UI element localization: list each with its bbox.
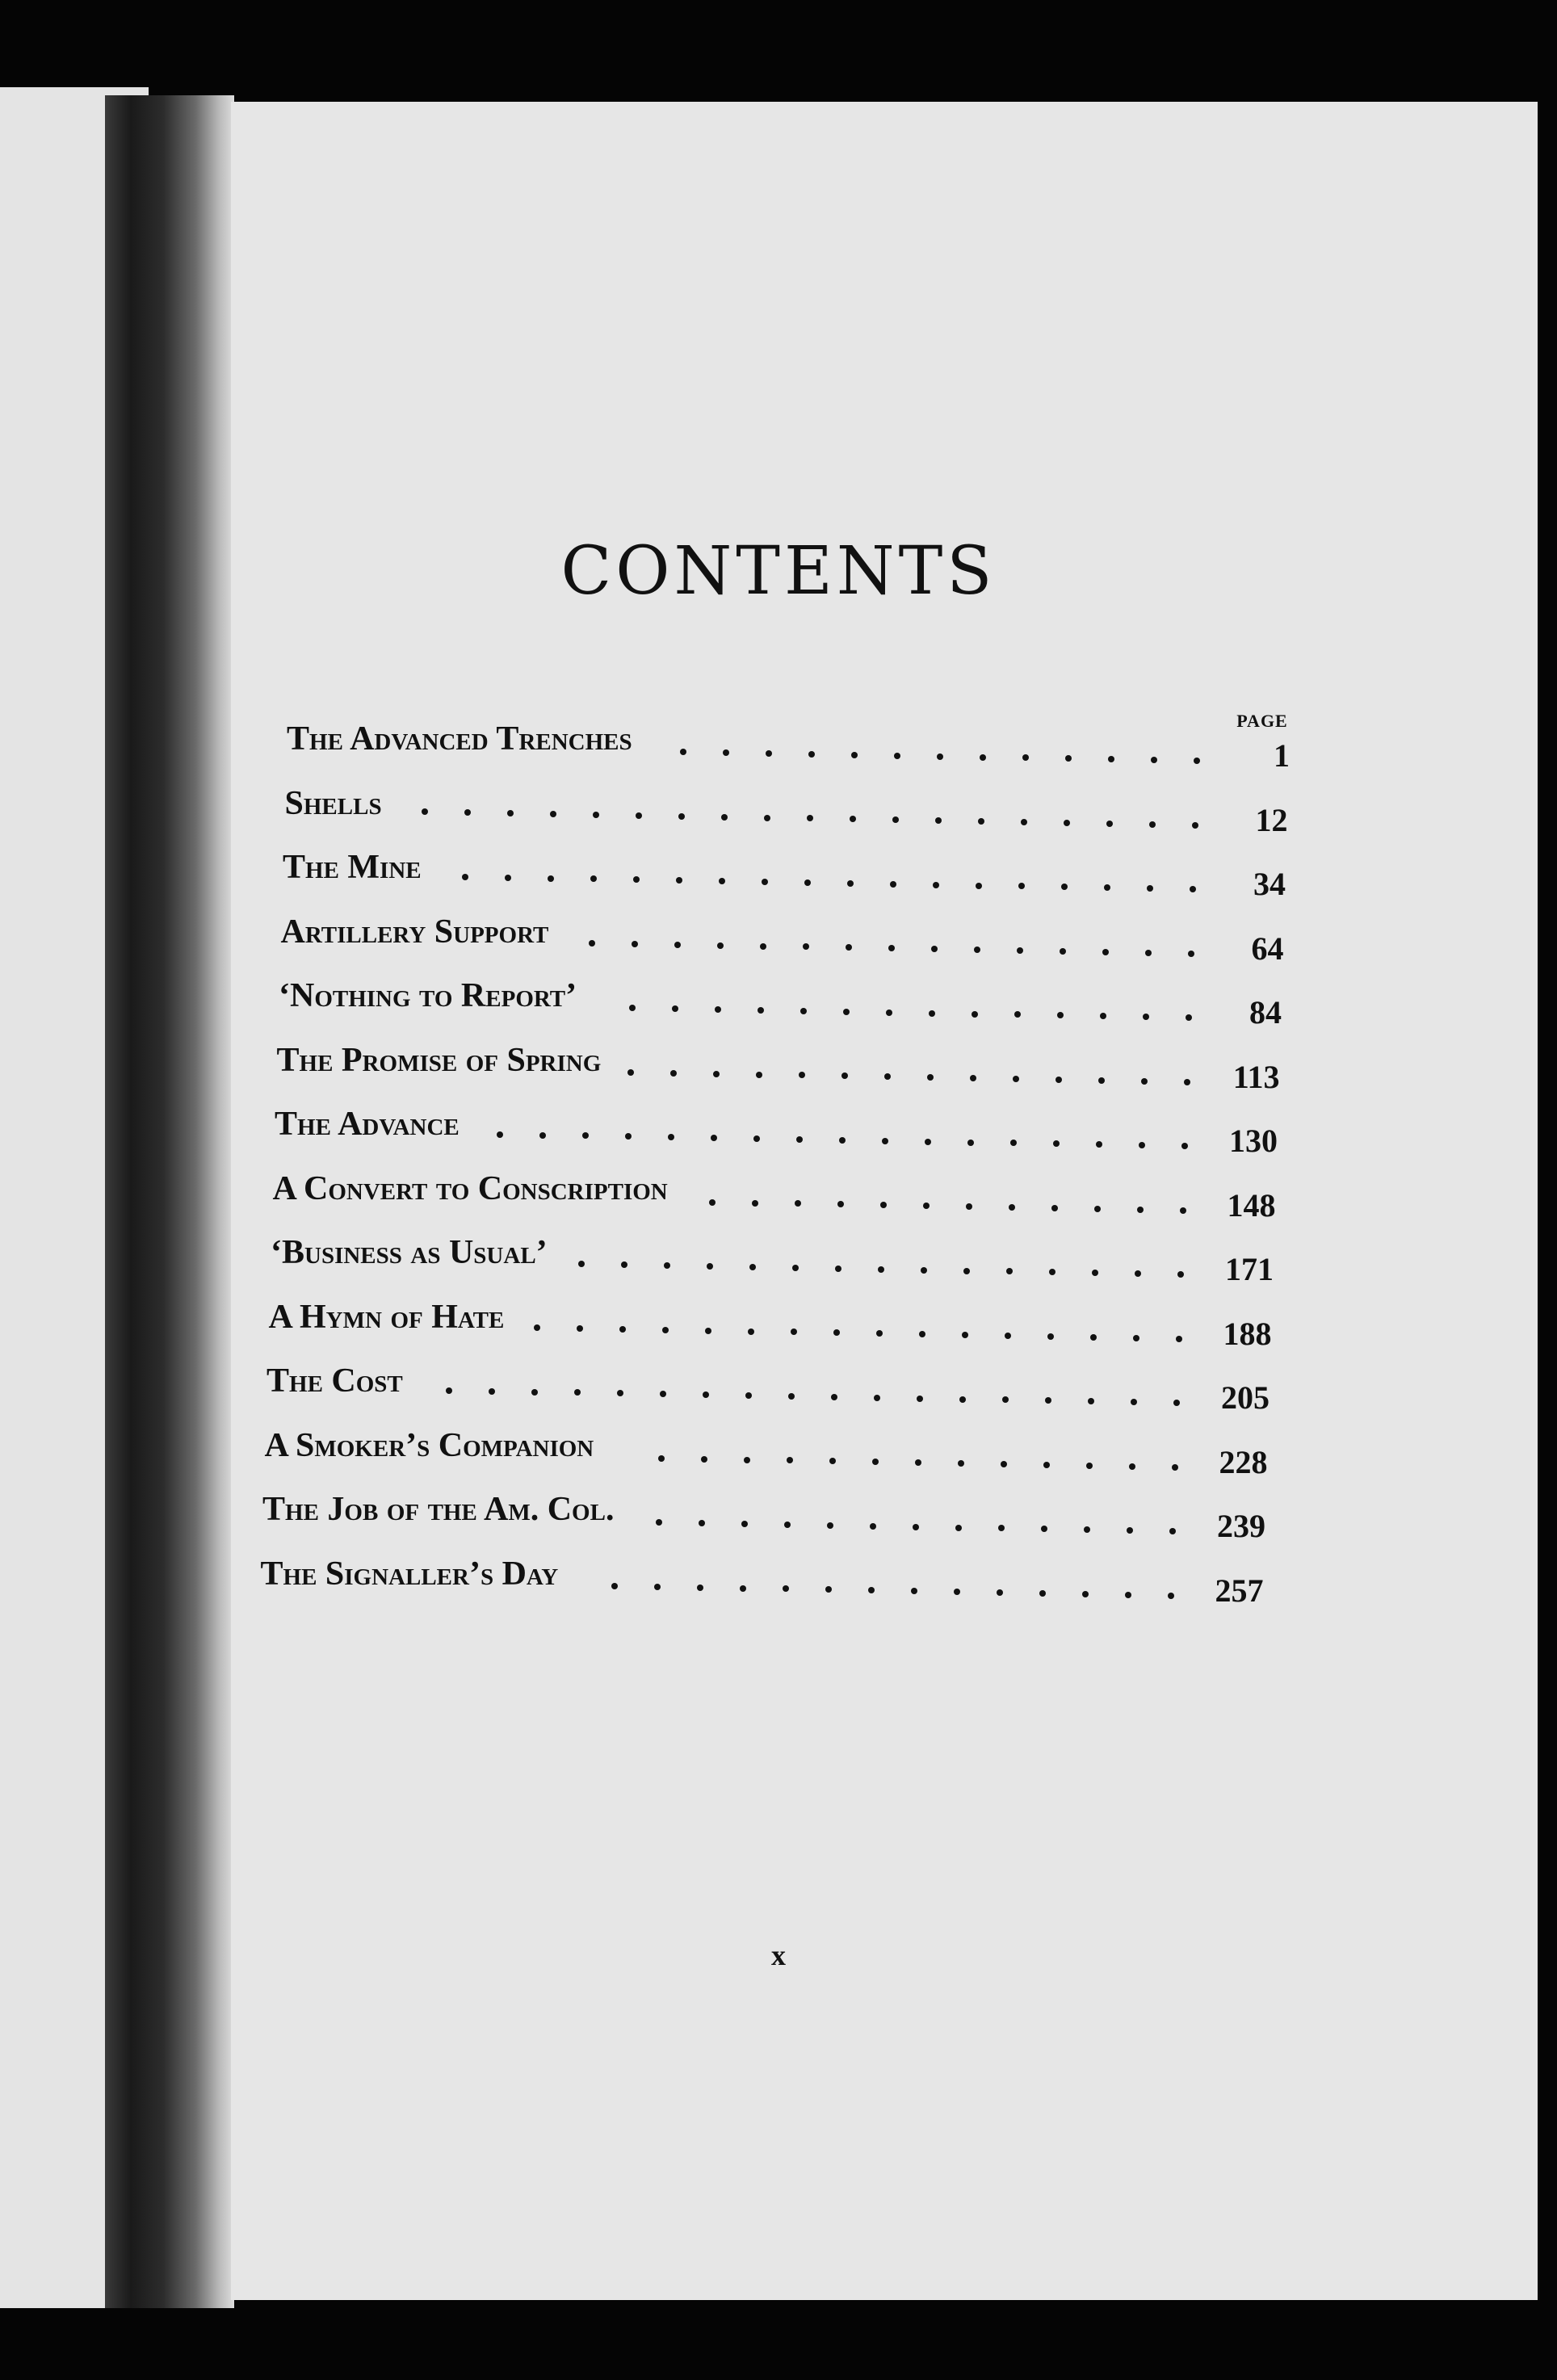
toc-leader-dot xyxy=(874,1395,880,1401)
toc-leader-dot xyxy=(804,879,811,886)
toc-entry-title: Artillery Support xyxy=(280,913,549,951)
toc-leader-dot xyxy=(705,1328,711,1334)
toc-leader-dot xyxy=(422,808,428,815)
toc-leader-dot xyxy=(935,817,942,824)
toc-leader-dot xyxy=(629,1005,636,1011)
toc-leader-dot xyxy=(633,876,640,883)
toc-leader-dot xyxy=(923,1203,930,1209)
toc-leader-dot xyxy=(707,1263,713,1270)
toc-leader-dot xyxy=(497,1131,503,1138)
toc-entry-title: The Advance xyxy=(275,1106,460,1143)
toc-leader-dot xyxy=(1188,951,1194,957)
toc-leader-dot xyxy=(787,1457,793,1463)
toc-leader-dot xyxy=(760,943,766,950)
toc-leader-dot xyxy=(825,1586,832,1593)
toc-leader-dot xyxy=(929,1010,935,1017)
toc-leader-dot xyxy=(966,1203,972,1210)
toc-leader-dot xyxy=(958,1460,964,1467)
toc-leader-dot xyxy=(784,1522,791,1528)
toc-leader-dot xyxy=(748,1329,754,1335)
toc-leader-dot xyxy=(788,1393,795,1400)
toc-leader-dot xyxy=(744,1457,750,1463)
toc-leader-dots xyxy=(0,1104,1557,1152)
toc-leader-dot xyxy=(1047,1333,1054,1340)
toc-leader-dot xyxy=(921,1267,927,1274)
toc-leader-dot xyxy=(462,874,468,880)
toc-leader-dot xyxy=(978,818,984,825)
toc-leader-dot xyxy=(911,1588,917,1594)
toc-leader-dot xyxy=(1013,1076,1019,1082)
toc-leader-dot xyxy=(954,1589,960,1595)
toc-leader-dot xyxy=(882,1138,888,1144)
toc-leader-dot xyxy=(1014,1011,1021,1018)
toc-leader-dot xyxy=(839,1137,846,1144)
toc-leader-dot xyxy=(672,1005,678,1012)
toc-leader-dot xyxy=(713,1071,720,1077)
toc-leader-dot xyxy=(1041,1526,1047,1532)
toc-leader-dot xyxy=(831,1394,837,1400)
toc-leader-dots xyxy=(0,912,1557,960)
toc-leader-dot xyxy=(1186,1014,1192,1021)
toc-entry xyxy=(0,1232,1557,1287)
toc-leader-dot xyxy=(625,1133,632,1140)
toc-leader-dot xyxy=(590,875,597,882)
toc-leader-dot xyxy=(701,1456,707,1463)
toc-leader-dot xyxy=(976,883,982,889)
toc-leader-dot xyxy=(1088,1398,1094,1404)
toc-entry xyxy=(0,1425,1557,1480)
toc-leader-dot xyxy=(1051,1205,1058,1211)
toc-entry-title: The Job of the Am. Col. xyxy=(262,1491,615,1528)
toc-leader-dot xyxy=(1010,1140,1017,1146)
toc-leader-dot xyxy=(656,1519,662,1526)
toc-entry xyxy=(0,783,1557,838)
toc-leader-dot xyxy=(1133,1335,1139,1341)
toc-entry-page-number: 257 xyxy=(1215,1572,1264,1609)
toc-leader-dot xyxy=(766,750,772,757)
toc-leader-dot xyxy=(764,815,770,821)
toc-leader-dot xyxy=(959,1396,966,1403)
toc-leader-dot xyxy=(617,1390,623,1396)
toc-leader-dot xyxy=(886,1010,892,1016)
toc-leader-dot xyxy=(1173,1400,1180,1406)
toc-entry-page-number: 205 xyxy=(1221,1379,1270,1416)
toc-leader-dot xyxy=(796,1136,803,1143)
toc-leader-dot xyxy=(464,809,471,816)
toc-leader-dot xyxy=(703,1391,709,1398)
toc-leader-dot xyxy=(676,877,682,884)
toc-leader-dot xyxy=(741,1521,748,1527)
toc-entry xyxy=(0,912,1557,967)
toc-leader-dot xyxy=(662,1327,669,1333)
toc-leader-dot xyxy=(1143,1014,1149,1020)
toc-leader-dot xyxy=(574,1389,581,1396)
folio-number: x xyxy=(771,1939,786,1971)
toc-entry-page-number: 1 xyxy=(1274,737,1290,774)
toc-leader-dot xyxy=(664,1262,670,1269)
page-title: CONTENTS xyxy=(560,533,997,610)
toc-entry xyxy=(0,1040,1557,1095)
toc-leader-dot xyxy=(1094,1206,1101,1212)
toc-leader-dot xyxy=(803,943,809,950)
toc-leader-dot xyxy=(1018,883,1025,889)
page-column-label: PAGE xyxy=(1236,711,1288,731)
toc-leader-dot xyxy=(997,1589,1003,1596)
toc-leader-dot xyxy=(1180,1207,1186,1214)
toc-leader-dot xyxy=(1108,756,1114,762)
toc-leader-dot xyxy=(967,1140,974,1146)
toc-leader-dot xyxy=(800,1008,807,1014)
toc-leader-dot xyxy=(1104,884,1110,891)
toc-leader-dot xyxy=(931,946,938,952)
toc-leader-dot xyxy=(841,1072,848,1079)
toc-entry-page-number: 188 xyxy=(1223,1315,1272,1352)
toc-leader-dot xyxy=(674,942,681,948)
toc-leader-dot xyxy=(507,810,514,816)
toc-entry-title: ‘Nothing to Report’ xyxy=(279,977,577,1014)
toc-leader-dot xyxy=(740,1585,746,1592)
toc-entry xyxy=(0,976,1557,1030)
toc-leader-dot xyxy=(955,1525,962,1531)
toc-leader-dot xyxy=(1190,886,1196,892)
toc-entry xyxy=(0,1169,1557,1224)
toc-entry xyxy=(0,1297,1557,1352)
toc-leader-dot xyxy=(1106,821,1113,827)
toc-leader-dot xyxy=(1090,1334,1097,1341)
toc-leader-dot xyxy=(1147,885,1153,892)
toc-leader-dot xyxy=(868,1587,875,1593)
toc-leader-dot xyxy=(636,812,642,819)
toc-leader-dot xyxy=(654,1584,661,1590)
toc-leader-dot xyxy=(1177,1271,1184,1278)
toc-leader-dot xyxy=(550,811,556,817)
toc-leader-dot xyxy=(1001,1461,1007,1467)
toc-leader-dot xyxy=(1086,1463,1093,1469)
toc-leader-dot xyxy=(1151,757,1157,763)
toc-leader-dot xyxy=(749,1264,756,1270)
toc-leader-dot xyxy=(678,813,685,820)
toc-leader-dot xyxy=(1184,1079,1190,1085)
toc-leader-dot xyxy=(1098,1077,1105,1084)
toc-leader-dot xyxy=(919,1331,925,1337)
toc-leader-dot xyxy=(1043,1462,1050,1468)
toc-leader-dot xyxy=(668,1134,674,1140)
toc-leader-dots xyxy=(0,783,1557,832)
toc-leader-dot xyxy=(870,1523,876,1530)
toc-leader-dot xyxy=(758,1007,764,1014)
toc-leader-dot xyxy=(791,1329,797,1335)
toc-leader-dots xyxy=(0,976,1557,1024)
toc-leader-dot xyxy=(1021,819,1027,825)
toc-entry xyxy=(0,1104,1557,1159)
toc-entry-page-number: 171 xyxy=(1225,1251,1274,1287)
toc-leader-dot xyxy=(1006,1268,1013,1274)
toc-leader-dot xyxy=(1022,754,1029,761)
toc-entry-page-number: 113 xyxy=(1232,1058,1280,1095)
toc-leader-dot xyxy=(783,1585,789,1592)
toc-leader-dot xyxy=(709,1199,716,1206)
toc-leader-dot xyxy=(670,1070,677,1077)
toc-leader-dot xyxy=(1045,1397,1051,1404)
toc-leader-dot xyxy=(611,1583,618,1589)
toc-leader-dot xyxy=(1005,1333,1011,1339)
toc-leader-dot xyxy=(917,1396,923,1402)
toc-leader-dot xyxy=(925,1139,931,1145)
toc-leader-dot xyxy=(1055,1077,1062,1083)
toc-leader-dot xyxy=(711,1135,717,1141)
toc-leader-dot xyxy=(745,1392,752,1399)
toc-entry xyxy=(0,1489,1557,1544)
toc-leader-dot xyxy=(837,1201,844,1207)
toc-leader-dot xyxy=(531,1389,538,1396)
toc-entry-page-number: 84 xyxy=(1249,994,1282,1030)
toc-leader-dot xyxy=(548,875,554,882)
toc-leader-dot xyxy=(878,1266,884,1273)
toc-leader-dot xyxy=(593,812,599,818)
toc-entry-title: ‘Business as Usual’ xyxy=(271,1234,548,1271)
toc-leader-dot xyxy=(998,1525,1005,1531)
toc-leader-dot xyxy=(505,875,511,881)
toc-leader-dot xyxy=(489,1388,495,1395)
toc-leader-dot xyxy=(1092,1270,1098,1276)
toc-leader-dot xyxy=(1102,949,1109,955)
toc-leader-dot xyxy=(807,815,813,821)
toc-leader-dot xyxy=(1149,821,1156,828)
toc-leader-dot xyxy=(1060,948,1066,955)
toc-leader-dot xyxy=(1129,1463,1135,1470)
toc-leader-dot xyxy=(539,1132,546,1139)
toc-entry xyxy=(0,719,1557,774)
toc-leader-dot xyxy=(578,1261,585,1267)
toc-entry-title: A Smoker’s Companion xyxy=(264,1426,594,1464)
toc-leader-dot xyxy=(753,1135,760,1142)
toc-leader-dot xyxy=(1137,1207,1144,1213)
toc-leader-dot xyxy=(892,816,899,823)
toc-leader-dot xyxy=(884,1073,891,1080)
toc-leader-dot xyxy=(1002,1396,1009,1403)
toc-leader-dot xyxy=(980,754,986,761)
toc-entry-title: A Convert to Conscription xyxy=(272,1169,668,1207)
toc-leader-dot xyxy=(1145,950,1152,956)
toc-entry-title: A Hymn of Hate xyxy=(268,1298,505,1336)
toc-leader-dot xyxy=(719,878,725,884)
toc-entry-title: The Signaller’s Day xyxy=(260,1555,559,1593)
toc-leader-dot xyxy=(915,1459,921,1466)
toc-leader-dot xyxy=(658,1455,665,1462)
toc-leader-dot xyxy=(762,879,768,885)
toc-leader-dot xyxy=(1139,1142,1145,1148)
toc-leader-dot xyxy=(974,947,980,953)
toc-leader-dot xyxy=(843,1009,850,1015)
toc-leader-dot xyxy=(851,752,858,758)
toc-leader-dot xyxy=(888,945,895,951)
toc-entry-page-number: 34 xyxy=(1253,866,1286,902)
toc-leader-dot xyxy=(872,1459,879,1465)
toc-leader-dot xyxy=(577,1325,583,1332)
toc-leader-dot xyxy=(446,1387,452,1394)
toc-leader-dot xyxy=(827,1522,833,1529)
toc-leader-dot xyxy=(876,1330,883,1337)
toc-leader-dot xyxy=(582,1132,589,1139)
toc-leader-dot xyxy=(660,1391,666,1397)
toc-entry-title: The Cost xyxy=(266,1362,403,1400)
toc-leader-dot xyxy=(699,1520,705,1526)
toc-leader-dot xyxy=(1125,1592,1131,1598)
toc-leader-dot xyxy=(723,749,729,756)
toc-leader-dot xyxy=(756,1072,762,1078)
toc-entry-page-number: 228 xyxy=(1219,1443,1268,1480)
toc-leader-dot xyxy=(1061,884,1068,890)
toc-leader-dots xyxy=(0,1554,1557,1602)
toc-leader-dot xyxy=(799,1072,805,1078)
toc-leader-dot xyxy=(847,880,854,887)
toc-leader-dots xyxy=(0,1232,1557,1281)
toc-leader-dot xyxy=(619,1326,626,1333)
toc-leader-dot xyxy=(1064,820,1070,826)
toc-leader-dot xyxy=(1009,1204,1015,1211)
toc-leader-dots xyxy=(0,1169,1557,1217)
toc-entry-title: The Mine xyxy=(283,849,422,886)
toc-entry-page-number: 64 xyxy=(1251,930,1284,967)
toc-leader-dot xyxy=(1065,755,1072,762)
toc-leader-dot xyxy=(808,751,815,758)
toc-leader-dots xyxy=(0,1297,1557,1345)
toc-leader-dot xyxy=(937,753,943,760)
toc-leader-dot xyxy=(752,1200,758,1207)
toc-leader-dot xyxy=(846,944,852,951)
toc-leader-dot xyxy=(680,749,686,755)
toc-leader-dot xyxy=(715,1006,721,1013)
toc-leader-dot xyxy=(627,1069,634,1076)
toc-leader-dot xyxy=(927,1074,934,1081)
toc-leader-dot xyxy=(972,1011,978,1018)
toc-leader-dots xyxy=(0,719,1557,767)
toc-leader-dot xyxy=(1100,1013,1106,1019)
toc-leader-dot xyxy=(1039,1590,1046,1597)
toc-leader-dot xyxy=(1096,1141,1102,1148)
toc-leader-dot xyxy=(850,816,856,822)
toc-entry-page-number: 130 xyxy=(1229,1123,1278,1159)
toc-leader-dots xyxy=(0,1040,1557,1089)
toc-leader-dot xyxy=(1084,1526,1090,1533)
toc-leader-dot xyxy=(835,1266,841,1272)
toc-leader-dot xyxy=(1049,1269,1055,1275)
toc-leader-dots xyxy=(0,847,1557,896)
toc-leader-dot xyxy=(1181,1143,1188,1149)
toc-leader-dot xyxy=(913,1524,919,1530)
toc-leader-dots xyxy=(0,1361,1557,1409)
toc-leader-dot xyxy=(534,1324,540,1331)
toc-entry-page-number: 148 xyxy=(1227,1186,1276,1224)
toc-leader-dot xyxy=(717,942,724,949)
toc-leader-dot xyxy=(829,1458,836,1464)
toc-leader-dot xyxy=(1135,1270,1141,1277)
toc-entry-page-number: 239 xyxy=(1217,1508,1265,1544)
toc-leader-dot xyxy=(792,1265,799,1271)
toc-leader-dot xyxy=(962,1332,968,1338)
toc-leader-dot xyxy=(1131,1399,1137,1405)
toc-leader-dot xyxy=(1194,758,1200,764)
toc-leader-dot xyxy=(833,1329,840,1336)
toc-leader-dot xyxy=(1168,1593,1174,1599)
toc-leader-dot xyxy=(721,814,728,821)
toc-leader-dots xyxy=(0,1425,1557,1474)
toc-entry xyxy=(0,847,1557,902)
toc-leader-dot xyxy=(1053,1140,1060,1147)
toc-leader-dot xyxy=(894,753,900,759)
toc-leader-dot xyxy=(621,1261,627,1268)
toc-leader-dot xyxy=(933,882,939,888)
toc-leader-dot xyxy=(632,941,638,947)
toc-leader-dot xyxy=(970,1075,976,1081)
toc-leader-dot xyxy=(1172,1464,1178,1471)
toc-entry-title: The Promise of Spring xyxy=(276,1041,602,1079)
toc-entry xyxy=(0,1361,1557,1416)
toc-leader-dots xyxy=(0,1489,1557,1538)
toc-leader-dot xyxy=(1127,1527,1133,1534)
toc-leader-dot xyxy=(1169,1528,1176,1534)
toc-leader-dot xyxy=(589,940,595,947)
toc-leader-dot xyxy=(795,1200,801,1207)
toc-entry xyxy=(0,1554,1557,1609)
toc-leader-dot xyxy=(1176,1336,1182,1342)
toc-leader-dot xyxy=(697,1585,703,1591)
toc-leader-dot xyxy=(890,881,896,888)
toc-leader-dot xyxy=(1082,1591,1089,1597)
toc-leader-dot xyxy=(880,1202,887,1208)
toc-leader-dot xyxy=(1017,947,1023,954)
toc-leader-dot xyxy=(963,1268,970,1274)
toc-leader-dot xyxy=(1141,1078,1148,1085)
toc-entry-title: Shells xyxy=(284,784,382,822)
toc-entry-page-number: 12 xyxy=(1255,801,1288,838)
toc-entry-title: The Advanced Trenches xyxy=(287,720,632,758)
toc-leader-dot xyxy=(1192,822,1198,829)
toc-leader-dot xyxy=(1057,1012,1064,1018)
